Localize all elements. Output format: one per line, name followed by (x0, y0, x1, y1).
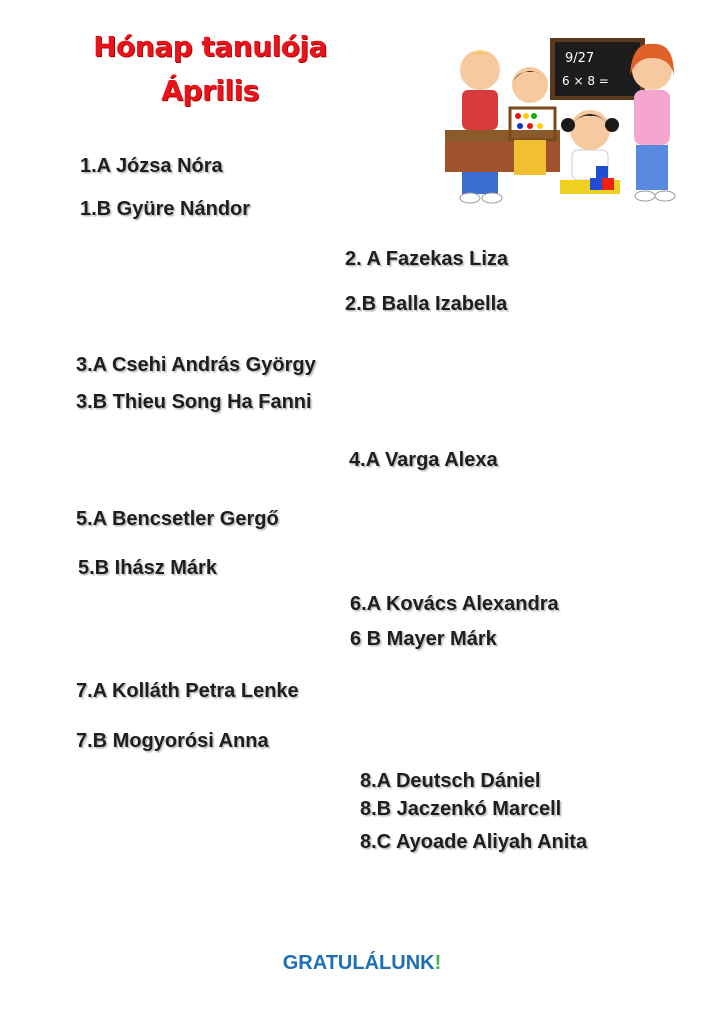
list-item: 8.B Jaczenkó Marcell (360, 798, 562, 820)
list-item: 7.B Mogyorósi Anna (76, 730, 269, 752)
list-item: 2. A Fazekas Liza (345, 248, 509, 270)
list-item: 3.A Csehi András György (76, 354, 316, 376)
children-classroom-illustration (440, 30, 680, 205)
list-item: 6 B Mayer Márk (350, 628, 497, 650)
congratulations-footer (0, 952, 724, 975)
title-line-2: Április (161, 74, 259, 107)
list-item: 4.A Varga Alexa (349, 449, 498, 471)
list-item: 6.A Kovács Alexandra (350, 593, 559, 615)
list-item: 5.A Bencsetler Gergő (76, 508, 279, 530)
board-text-1: 9/27 (565, 51, 595, 66)
list-item: 8.A Deutsch Dániel (360, 770, 541, 792)
list-item: 2.B Balla Izabella (345, 293, 508, 315)
footer-exclamation: ! (434, 952, 442, 974)
list-item: 5.B Ihász Márk (78, 557, 217, 579)
title-line-1: Hónap tanulója (93, 30, 327, 63)
list-item: 8.C Ayoade Aliyah Anita (360, 831, 588, 853)
list-item: 7.A Kolláth Petra Lenke (76, 680, 299, 702)
list-item: 1.B Gyüre Nándor (80, 198, 251, 220)
board-text-2: 6 × 8 = (562, 74, 609, 88)
list-item: 3.B Thieu Song Ha Fanni (76, 391, 312, 413)
footer-text: GRATULÁLUNK (282, 952, 435, 974)
list-item: 1.A Józsa Nóra (80, 155, 223, 177)
